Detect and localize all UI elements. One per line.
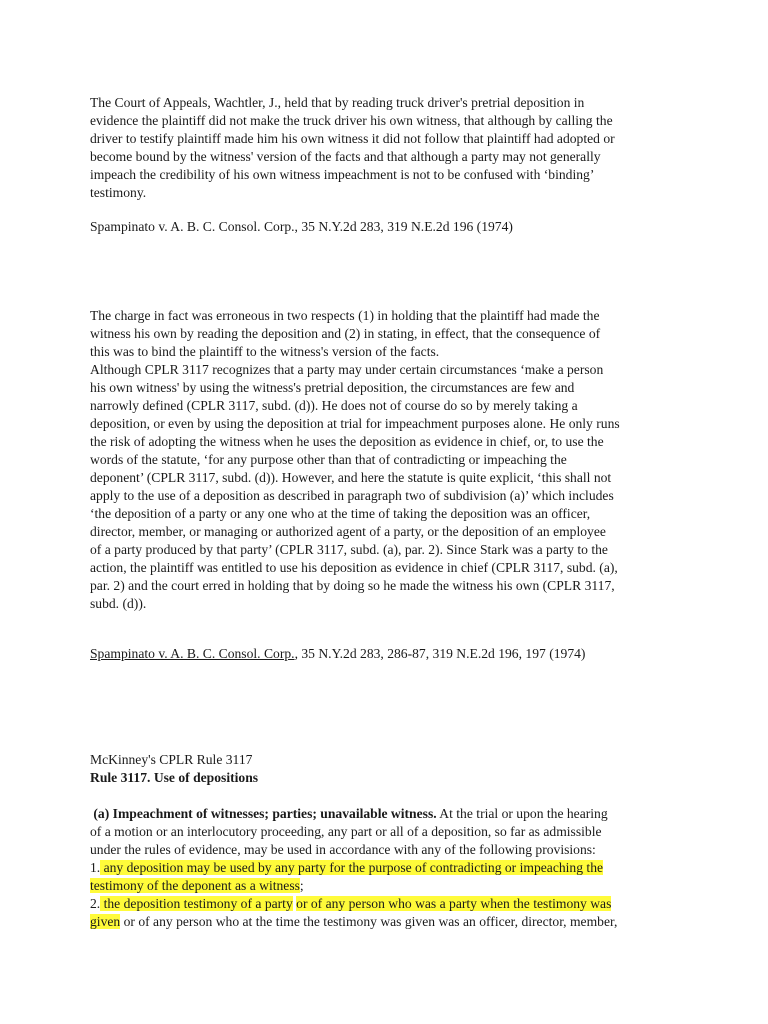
citation-1: [90, 218, 690, 236]
charge-line: witness his own by reading the deposition and (2) in stating, in effect, that the consequence of: [90, 326, 601, 341]
item-1-line1: [90, 859, 690, 877]
charge-line: of a party produced by that party’ (CPLR 3117, subd. (a), par. 2). Since Stark was a party to the: [90, 542, 608, 557]
charge-line: his own witness' by using the witness's pretrial deposition, the circumstances are few and: [90, 380, 575, 395]
charge-line: action, the plaintiff was entitled to use his deposition as evidence in chief (CPLR 3117, subd. (a),: [90, 560, 618, 575]
item-2-number: 2.: [90, 896, 101, 911]
charge-line: the risk of adopting the witness when he uses the deposition as evidence in chief, or, to use the: [90, 434, 604, 449]
citation-2: [90, 645, 690, 663]
holding-line: evidence the plaintiff did not make the truck driver his own witness, that although by calling the: [90, 113, 613, 128]
item-2-line2: given or of any person who at the time the testimony was given was an officer, director, member,: [90, 914, 618, 929]
item-1-highlight-1: any deposition may be used by any party for the purpose of contradicting or impeaching the: [100, 860, 604, 875]
item-1-line2: testimony of the deponent as a witness;: [90, 878, 304, 893]
charge-line: this was to bind the plaintiff to the witness's version of the facts.: [90, 344, 440, 359]
charge-line: The charge in fact was erroneous in two respects (1) in holding that the plaintiff had made the: [90, 308, 600, 323]
rule-title: Rule 3117. Use of depositions: [90, 770, 259, 785]
item-1-highlight-2: testimony of the deponent as a witness: [90, 878, 300, 893]
charge-line: subd. (d)).: [90, 596, 147, 611]
citation-1-text: Spampinato v. A. B. C. Consol. Corp., 35 N.Y.2d 283, 319 N.E.2d 196 (1974): [90, 219, 513, 234]
item-2-highlight-1: the deposition testimony of a party: [100, 896, 293, 911]
holding-line: impeach the credibility of his own witness impeachment is not to be confused with ‘binding’: [90, 167, 595, 182]
charge-line: apply to the use of a deposition as described in paragraph two of subdivision (a)’ which includes: [90, 488, 614, 503]
charge-line: deponent’ (CPLR 3117, subd. (d)). However, and here the statute is quite explicit, ‘this shall not: [90, 470, 612, 485]
charge-line: director, member, or managing or authorized agent of a party, or the deposition of an employee: [90, 524, 606, 539]
charge-paragraph: [90, 307, 690, 613]
item-1-number: 1.: [90, 860, 101, 875]
holding-line: become bound by the witness' version of the facts and that although a party may not generally: [90, 149, 601, 164]
citation-2-reference: , 35 N.Y.2d 283, 286-87, 319 N.E.2d 196, 197 (1974): [294, 646, 586, 661]
holding-paragraph: [90, 94, 690, 202]
item-2-highlight-2: or of any person who was a party when the testimony was: [296, 896, 612, 911]
subsection-a-line2: of a motion or an interlocutory proceeding, any part or all of a deposition, so far as admissible: [90, 824, 602, 839]
holding-line: The Court of Appeals, Wachtler, J., held that by reading truck driver's pretrial deposition in: [90, 95, 585, 110]
citation-2-case-name: Spampinato v. A. B. C. Consol. Corp.: [90, 646, 295, 661]
rule-source: McKinney's CPLR Rule 3117: [90, 752, 253, 767]
holding-line: driver to testify plaintiff made him his own witness it did not follow that plaintiff had adopted or: [90, 131, 615, 146]
item-2-highlight-3: given: [90, 914, 121, 929]
charge-line: ‘the deposition of a party or any one who at the time of taking the deposition was an officer,: [90, 506, 591, 521]
charge-line: par. 2) and the court erred in holding that by doing so he made the witness his own (CPLR 3117,: [90, 578, 615, 593]
subsection-a-heading: (a) Impeachment of witnesses; parties; unavailable witness.: [93, 806, 437, 821]
rule-header: [90, 751, 690, 787]
holding-line: testimony.: [90, 185, 147, 200]
subsection-a-line1: At the trial or upon the hearing: [436, 806, 608, 821]
charge-line: narrowly defined (CPLR 3117, subd. (d)). He does not of course do so by merely taking a: [90, 398, 578, 413]
item-2-line1: [90, 895, 690, 913]
subsection-a: [90, 805, 690, 931]
charge-line: words of the statute, ‘for any purpose other than that of contradicting or impeaching the: [90, 452, 567, 467]
charge-line: deposition, or even by using the deposition at trial for impeachment purposes alone. He only runs: [90, 416, 620, 431]
subsection-a-line3: under the rules of evidence, may be used in accordance with any of the following provisions:: [90, 842, 596, 857]
charge-line: Although CPLR 3117 recognizes that a party may under certain circumstances ‘make a person: [90, 362, 604, 377]
